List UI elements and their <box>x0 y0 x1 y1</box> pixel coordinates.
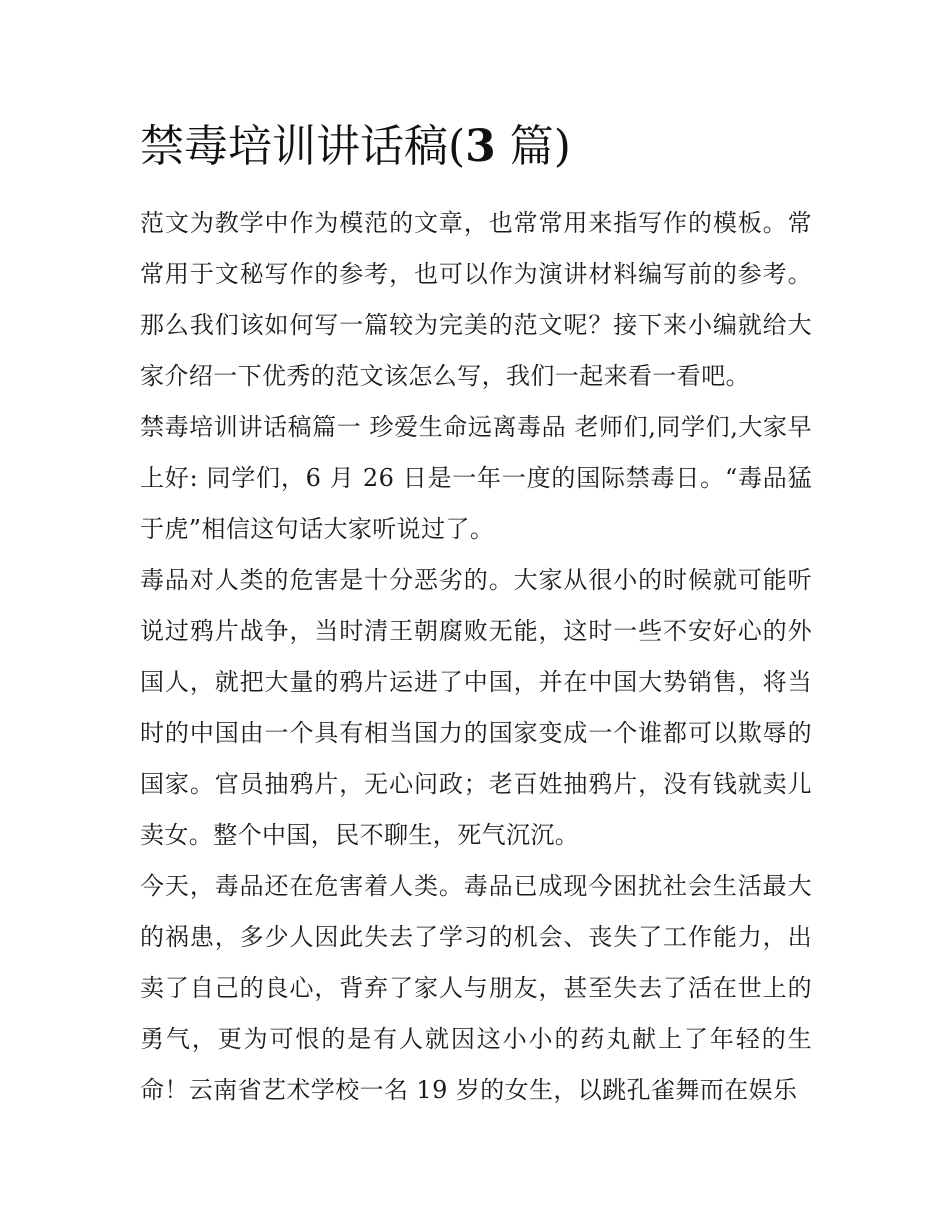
title-suffix: 篇) <box>495 121 571 172</box>
paragraph-drug-harm-today: 今天，毒品还在危害着人类。毒品已成现今困扰社会生活最大的祸患，多少人因此失去了学习的机会、丧失了工作能力，出卖了自己的良心，背弃了家人与朋友，甚至失去了活在世上的勇气，更为可恨的是有人就因这小小的药丸献上了年轻的生命！云南省艺术学校一名 19 岁的女生，以跳孔雀舞而在娱乐 <box>140 872 812 1104</box>
paragraph-intro: 范文为教学中作为模范的文章，也常常用来指写作的模板。常常用于文秘写作的参考，也可以作为演讲材料编写前的参考。那么我们该如何写一篇较为完美的范文呢？接下来小编就给大家介绍一下优秀的范文该怎么写，我们一起来看一看吧。 <box>140 209 812 390</box>
title-number: 3 <box>465 121 496 172</box>
title-prefix: 禁毒培训讲话稿( <box>140 121 466 172</box>
document-body <box>140 198 812 1116</box>
paragraph-opium-history: 毒品对人类的危害是十分恶劣的。大家从很小的时候就可能听说过鸦片战争，当时清王朝腐败无能，这时一些不安好心的外国人，就把大量的鸦片运进了中国，并在中国大势销售，将当时的中国由一个具有相当国力的国家变成一个谁都可以欺辱的国家。官员抽鸦片，无心问政；老百姓抽鸦片，没有钱就卖儿卖女。整个中国，民不聊生，死气沉沉。 <box>140 566 812 849</box>
document-title <box>140 112 840 182</box>
paragraph-speech-opening: 禁毒培训讲话稿篇一 珍爱生命远离毒品 老师们,同学们,大家早上好: 同学们，6 月 26 日是一年一度的国际禁毒日。“毒品猛于虎”相信这句话大家听说过了。 <box>140 413 812 543</box>
